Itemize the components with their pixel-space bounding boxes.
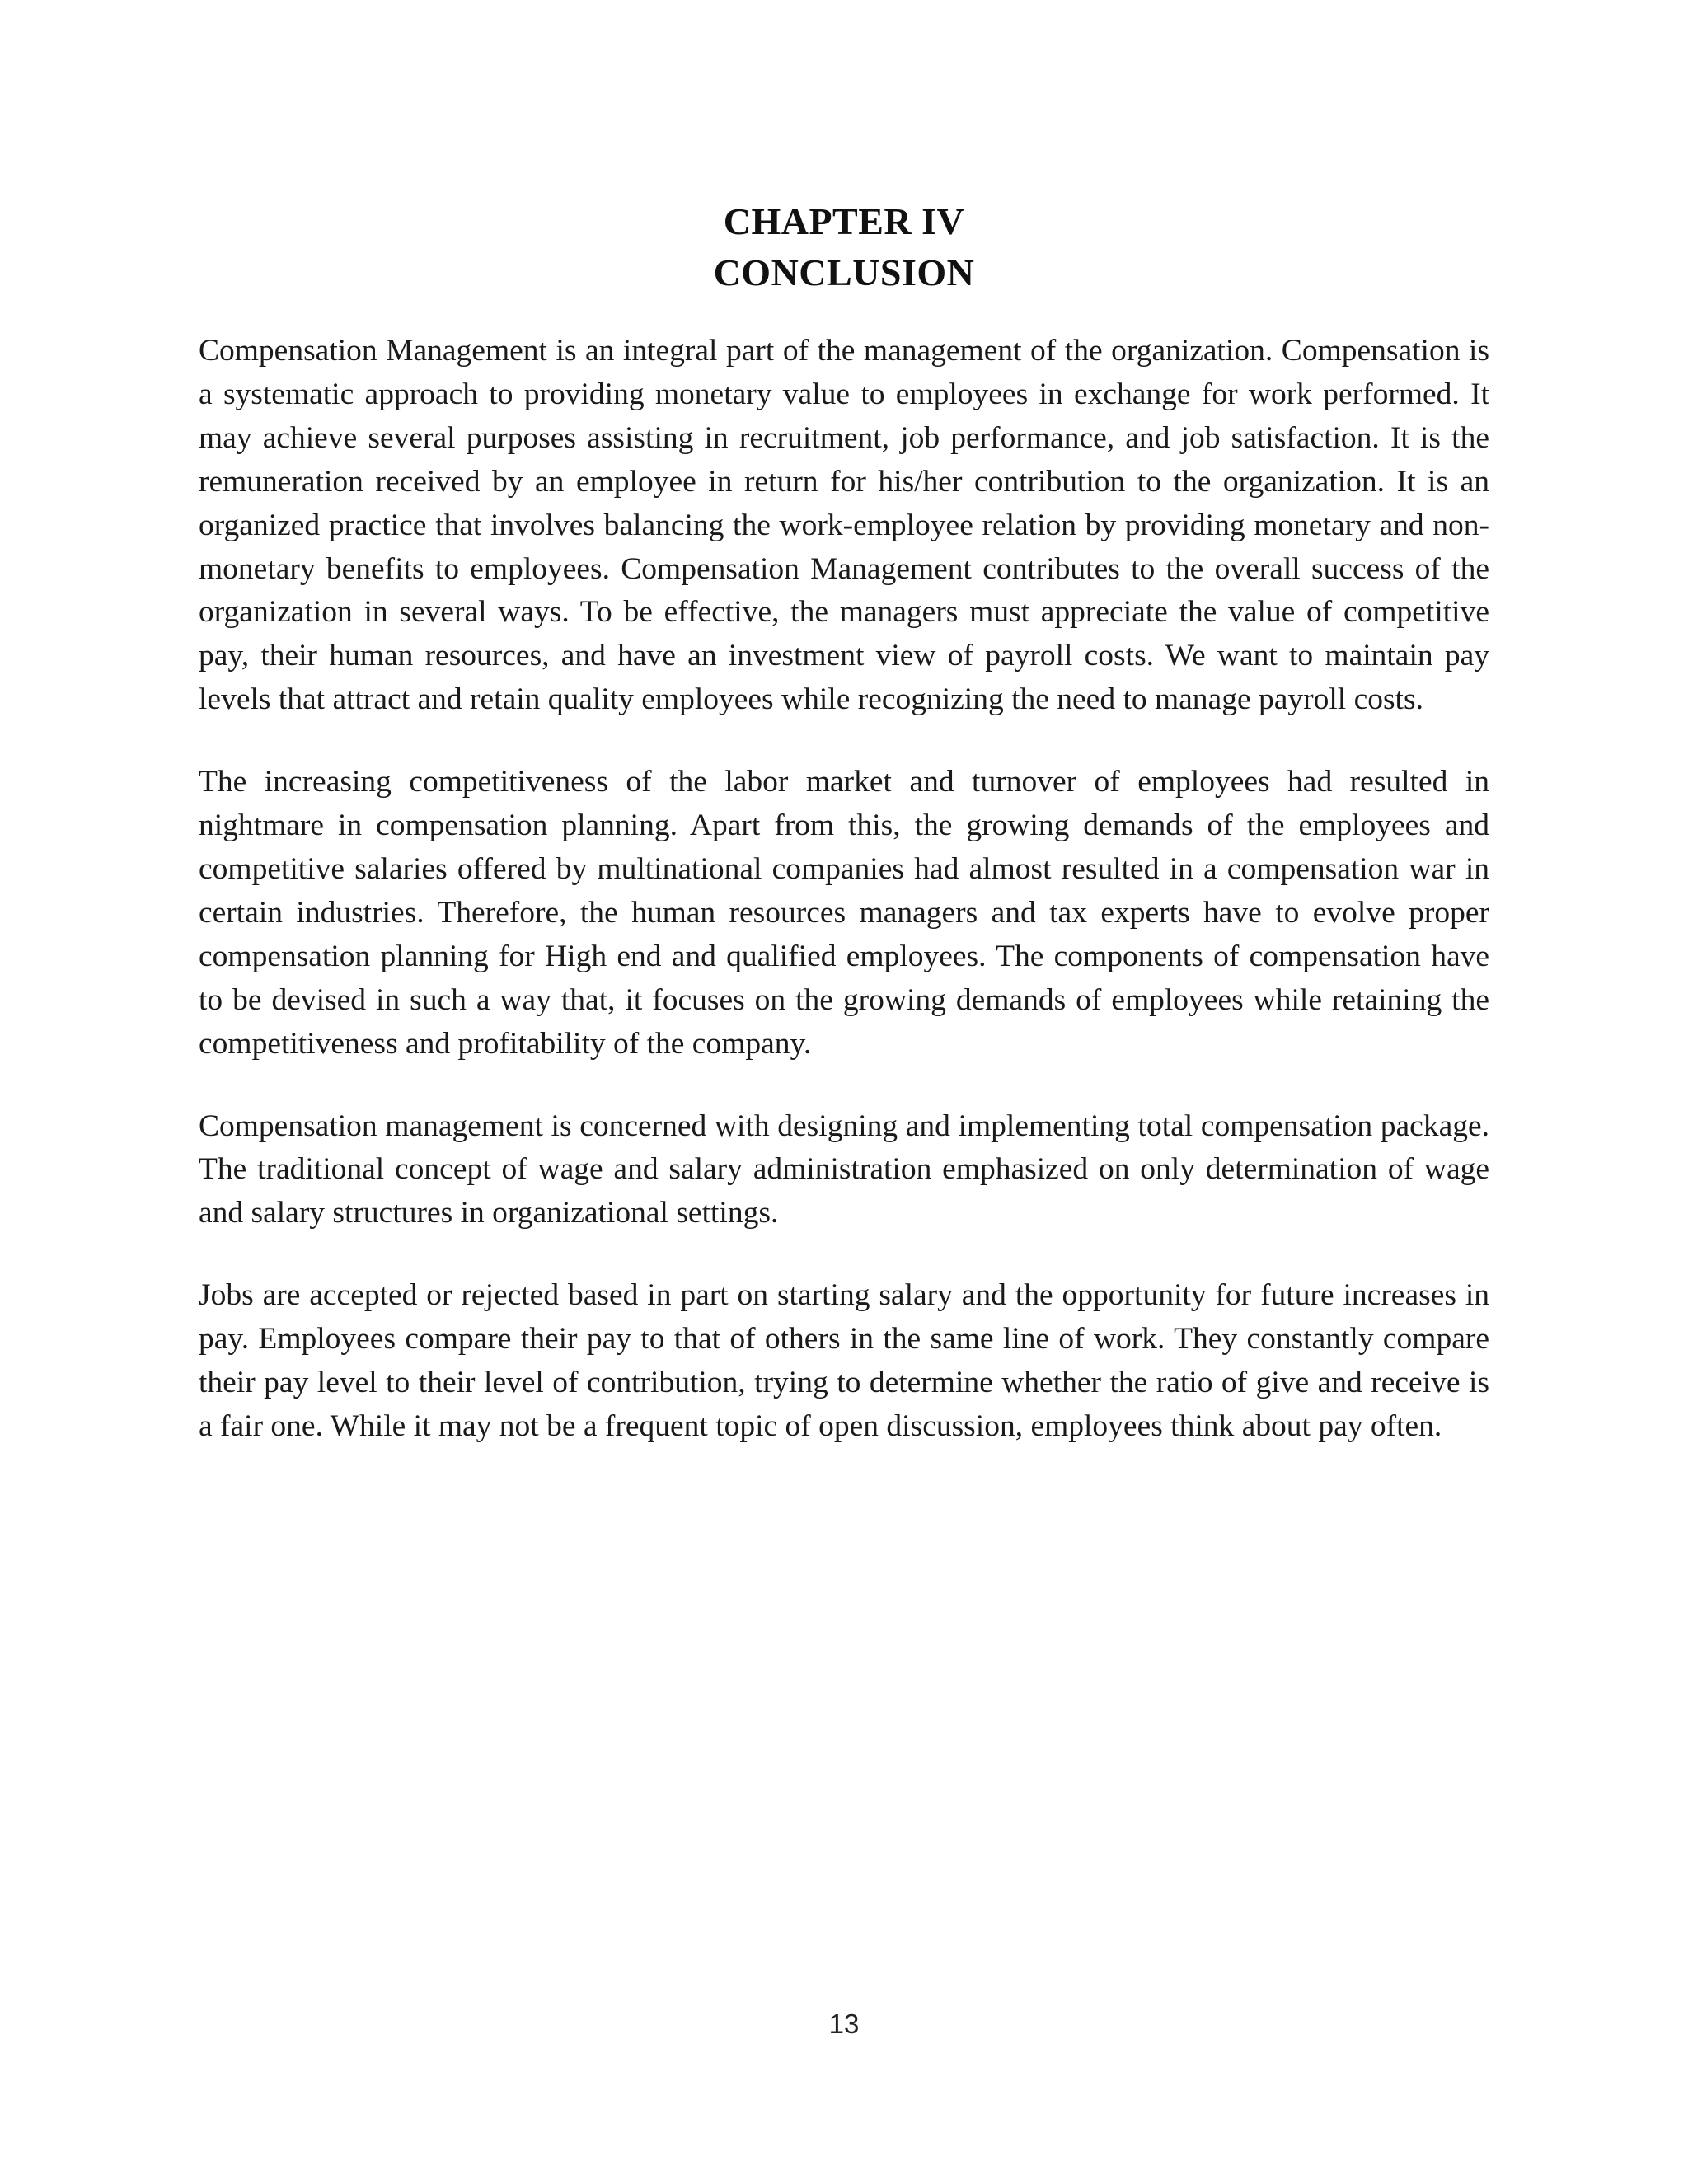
body-text: [199, 330, 1489, 1488]
chapter-heading: [0, 196, 1688, 298]
paragraph-2: The increasing competitiveness of the labor market and turnover of employees had resulted in nightmare in compensation planning. Apart from this, the growing demands of the employees and competitive salaries offered by multinational companies had almost resulted in a compensation war in certain industries. Therefore, the human resources managers and tax experts have to evolve proper compensation planning for High end and qualified employees. The components of compensation have to be devised in such a way that, it focuses on the growing demands of employees while retaining the competitiveness and profitability of the company.: [199, 765, 1489, 1061]
chapter-number: CHAPTER IV: [723, 200, 965, 242]
paragraph-4: Jobs are accepted or rejected based in part on starting salary and the opportunity for future increases in pay. Employees compare their pay to that of others in the same line of work. They constantly compare their pay level to their level of contribution, trying to determine whether the ratio of give and receive is a fair one. While it may not be a frequent topic of open discussion, employees think about pay often.: [199, 1278, 1489, 1443]
paragraph-3: Compensation management is concerned with designing and implementing total compensation package. The traditional concept of wage and salary administration emphasized on only determination of wage and salary structures in organizational settings.: [199, 1108, 1489, 1230]
paragraph-1: Compensation Management is an integral part of the management of the organization. Compensation is a systematic approach to providing monetary value to employees in exchange for work performed. It may achieve several purposes assisting in recruitment, job performance, and job satisfaction. It is the remuneration received by an employee in return for his/her contribution to the organization. It is an organized practice that involves balancing the work-employee relation by providing monetary and non-monetary benefits to employees. Compensation Management contributes to the overall success of the organization in several ways. To be effective, the managers must appreciate the value of competitive pay, their human resources, and have an investment view of payroll costs. We want to maintain pay levels that attract and retain quality employees while recognizing the need to manage payroll costs.: [199, 334, 1489, 717]
page-number: 13: [828, 2008, 860, 2039]
chapter-title: CONCLUSION: [713, 251, 975, 293]
